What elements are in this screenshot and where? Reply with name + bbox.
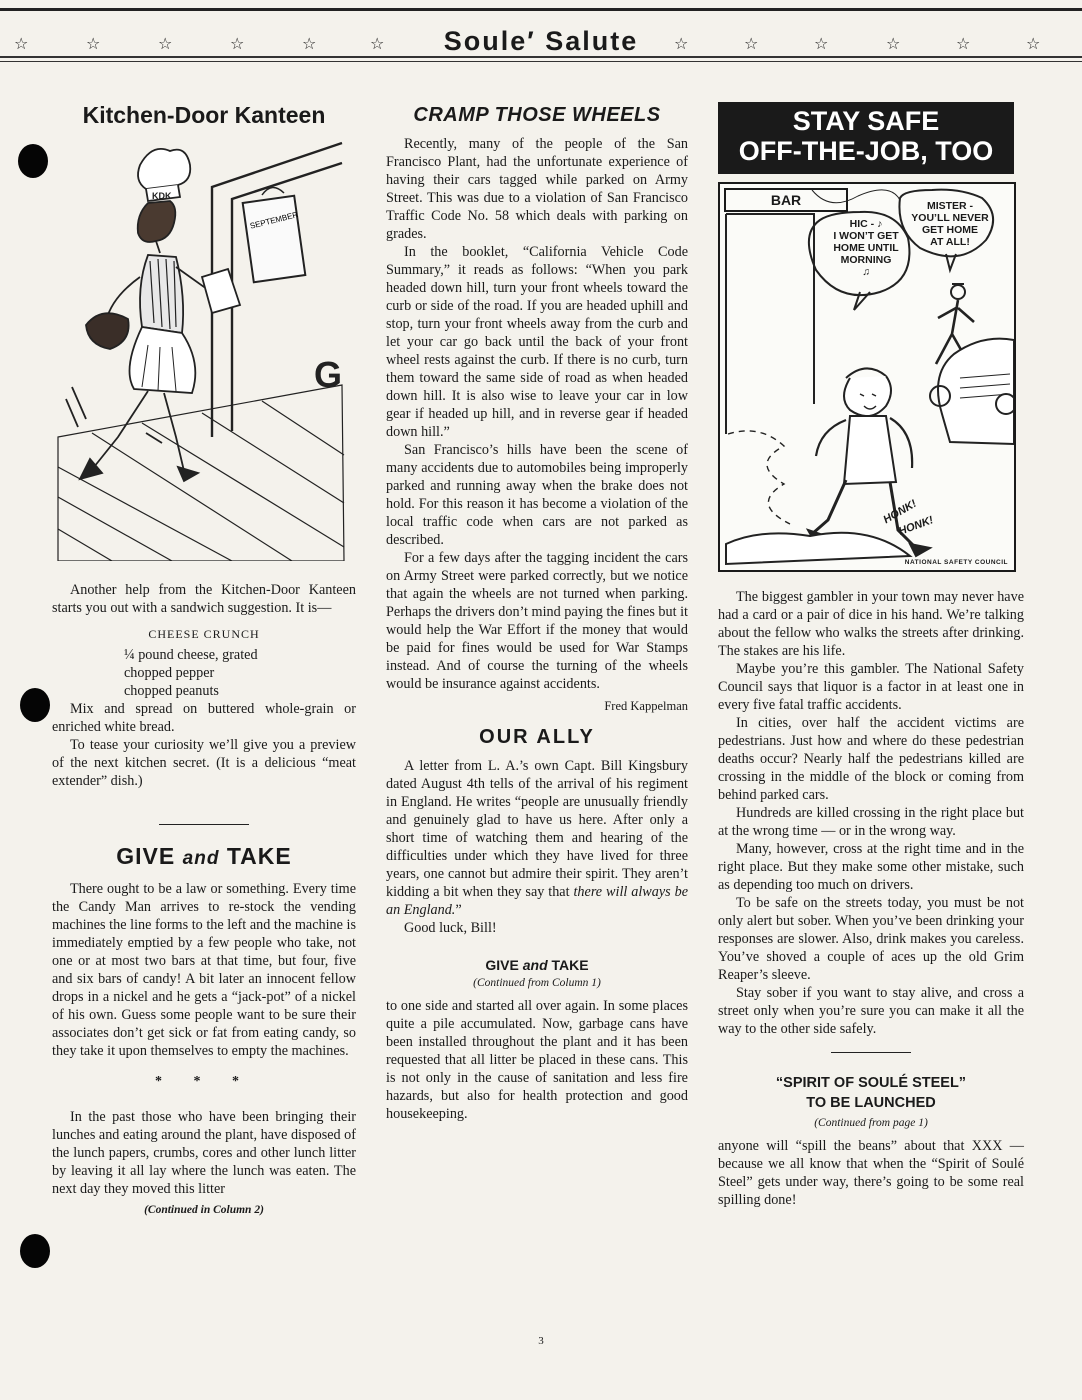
give-take-continued-headline	[386, 957, 688, 973]
calendar-icon	[243, 187, 306, 282]
star-icon: ☆	[302, 34, 317, 53]
headline-word: GIVE	[485, 957, 519, 973]
continued-note: (Continued in Column 2)	[144, 1204, 264, 1216]
bar-sign: BAR	[724, 188, 848, 212]
binder-hole	[18, 144, 48, 178]
bubble-line: I WON’T GET	[833, 230, 899, 242]
bubble-line: HIC - ♪	[849, 218, 883, 230]
ally-paragraph: Good luck, Bill!	[404, 920, 497, 936]
masthead-title: Soule′ Salute	[443, 26, 639, 56]
give-take-paragraph: There ought to be a law or something. Every time the Candy Man arrives to re-stock the vending machines the line forms to the left and the machine is immediately emptied by a few people who take, not one or at most two bars at that time, but four, five and six bars of candy! A bit later an innocent fellow drops in a nickel and he gets a “jack-pot” of a nickel of his own. Guess some people want to be sure their associates don’t get sick or fat from eating candy, so they take it upon themselves to empty the machines.	[52, 881, 356, 1059]
safety-paragraph: Maybe you’re this gambler. The National Safety Council says that liquor is a factor in at least one in every five fatal traffic accidents.	[718, 661, 1024, 713]
poster-line: STAY SAFE	[792, 106, 940, 136]
give-take-paragraph: In the past those who have been bringing their lunches and eating around the plant, have disposed of the lunch papers, crumbs, cores and other lunch litter by leaving it all lay where the lunch was eaten. The next day they moved this litter	[52, 1109, 356, 1197]
bubble-line: MISTER -	[926, 200, 974, 212]
binder-hole	[20, 1234, 50, 1268]
kitchen-paragraph: Mix and spread on buttered whole-grain or enriched white bread.	[52, 701, 356, 735]
star-icon: ☆	[814, 34, 829, 53]
section-divider	[159, 824, 249, 825]
masthead-rule-thin	[0, 61, 1082, 62]
star-icon: ☆	[230, 34, 245, 53]
kitchen-paragraph: To tease your curiosity we’ll give you a preview of the next kitchen secret. (It is a delicious “meat extender” dish.)	[52, 737, 356, 789]
safety-paragraph: The biggest gambler in your town may never have had a card or a pair of dice in his hand. We’re talking about the fellow who walks the streets after drinking. The stakes are his life.	[718, 589, 1024, 659]
give-and-take-headline	[52, 843, 356, 870]
cartoon-credit: NATIONAL SAFETY COUNCIL	[904, 559, 1008, 566]
artist-signature: G	[314, 354, 343, 395]
man-speech-bubble	[908, 200, 992, 248]
spirit-paragraph: anyone will “spill the beans” about that XXX — because we all know that when the “Spirit of Soulé Steel” gets under way, there’s going to be some real spilling done!	[718, 1138, 1024, 1208]
ally-text: A letter from L. A.’s own Capt. Bill Kingsbury dated August 4th tells of the arrival of his regiment in England. He writes “people are unusually friendly and genuinely glad to have us here. After only a short time of watching them and hearing of the difficulties under which they have lived for three years, one cannot but admire their spirit. They aren’t kidding a bit when they say that	[386, 758, 688, 900]
asterisk-separator: * * *	[155, 1074, 253, 1089]
continued-from-note: (Continued from page 1)	[814, 1117, 928, 1129]
masthead-top-line	[0, 8, 1082, 11]
binder-hole	[20, 688, 50, 722]
headline-line: TO BE LAUNCHED	[806, 1095, 936, 1111]
cramp-paragraph: San Francisco’s hills have been the scene of many accidents due to automobiles being improperly parked and running away when the brake does not hold. For this reason it has become a violation of the local traffic code when cars are not parked as described.	[386, 442, 688, 548]
bubble-line: HOME UNTIL	[833, 242, 899, 254]
headline-line: “SPIRIT OF SOULÉ STEEL”	[775, 1075, 967, 1091]
masthead	[0, 0, 1082, 64]
column-2	[386, 96, 688, 1123]
star-icon: ☆	[158, 34, 173, 53]
star-icon: ☆	[674, 34, 689, 53]
kitchen-intro: Another help from the Kitchen-Door Kanteen starts you out with a sandwich suggestion. It is—	[52, 582, 356, 616]
bubble-line: AT ALL!	[930, 236, 970, 248]
ally-paragraph	[386, 757, 688, 919]
safety-paragraph: To be safe on the streets today, you must be not only alert but sober. When you’ve been drinking your responses are slower. Also, drink makes you careless. You’ve shoved a couple of aces up the old Grim Reaper’s sleeve.	[718, 895, 1024, 983]
author-signature: Fred Kappelman	[604, 699, 688, 713]
bubble-line: YOU’LL NEVER	[911, 212, 989, 224]
masthead-rule	[0, 56, 1082, 58]
recipe-ingredient: chopped peanuts	[124, 683, 219, 699]
headline-word: and	[522, 957, 548, 973]
bubble-line: MORNING	[840, 254, 892, 266]
star-icon: ☆	[886, 34, 901, 53]
star-icon: ☆	[86, 34, 101, 53]
safety-paragraph: In cities, over half the accident victims are pedestrians. Just how and where do these pedestrian deaths occur? Nearly half the pedestrians killed are crossing in the middle of the block or coming from behind parked cars.	[718, 715, 1024, 803]
star-icon: ☆	[14, 34, 29, 53]
bubble-line: ♫	[862, 266, 870, 278]
star-icon: ☆	[956, 34, 971, 53]
section-divider	[831, 1052, 911, 1053]
bubble-line: GET HOME	[921, 224, 978, 236]
headline-word: TAKE	[551, 957, 589, 973]
calendar-label: SEPTEMBER	[249, 210, 300, 231]
spirit-headline	[718, 1073, 1024, 1113]
honk-text: HONK!	[897, 514, 936, 538]
continued-from-note: (Continued from Column 1)	[473, 977, 601, 989]
safety-paragraph: Stay sober if you want to stay alive, and cross a street only when you’re sure you can make it all the way to the other side safely.	[718, 985, 1024, 1037]
hat-label: KDK	[152, 191, 172, 201]
cramp-paragraph: In the booklet, “California Vehicle Code Summary,” it reads as follows: “When you park headed down hill, turn your front wheels toward the curb or side of the road. If you are headed uphill and stop, turn your front wheels away from the curb and let your car go back until the back of your front wheel rests against the curb. If there is no curb, turn them toward the same side of road as when headed down hill. It is also wise to leave your car in low gear if headed up hill, and in reverse gear if headed down hill.”	[386, 244, 688, 440]
recipe-ingredient: chopped pepper	[124, 665, 215, 681]
our-ally-headline: OUR ALLY	[479, 726, 595, 748]
cramp-wheels-headline: CRAMP THOSE WHEELS	[413, 104, 661, 126]
cramp-paragraph: Recently, many of the people of the San Francisco Plant, had the unfortunate experience of having their cars tagged while parked on Army Street. This was due to a violation of San Francisco Traffic Code No. 58 which deals with parking on grades.	[386, 136, 688, 242]
headline-word: and	[182, 848, 220, 869]
star-icon: ☆	[370, 34, 385, 53]
car-icon	[930, 339, 1014, 444]
column-3	[718, 102, 1024, 1209]
recipe-ingredient: ¼ pound cheese, grated	[124, 647, 258, 663]
poster-line: OFF-THE-JOB, TOO	[738, 136, 994, 166]
headline-word: TAKE	[226, 843, 292, 869]
kitchen-illustration	[52, 137, 356, 561]
kitchen-door-kanteen-headline: Kitchen-Door Kanteen	[82, 102, 326, 128]
safety-paragraph: Hundreds are killed crossing in the right place but at the wrong time — or in the wrong way.	[718, 805, 1024, 839]
bar-door-icon	[726, 214, 814, 434]
star-icon: ☆	[1026, 34, 1041, 53]
drunk-speech-bubble	[824, 218, 908, 278]
safety-paragraph: Many, however, cross at the right time and in the right place. But they make some other mistake, such as depending too much on drivers.	[718, 841, 1024, 893]
honk-text: HONK!	[881, 497, 919, 527]
ally-text: ”	[455, 902, 462, 918]
recipe-title: CHEESE CRUNCH	[148, 627, 260, 641]
safety-cartoon	[718, 182, 1016, 572]
column-1	[52, 96, 356, 1216]
cramp-paragraph: For a few days after the tagging incident the cars on Army Street were parked correctly, but we notice that again the wheels are not turned when parking. Perhaps the drivers don’t mind paying the fines but it would help the War Effort if the money that would be paid for fines would be used for War Stamps instead. And of course the turning of the wheels would be insurance against accidents.	[386, 550, 688, 692]
safety-poster-header	[718, 102, 1014, 174]
ally-italic-quote: there will always be an England.	[386, 884, 688, 918]
give-take-continued-paragraph: to one side and started all over again. In some places quite a pile accumulated. Now, garbage cans have been installed throughout the plant and it has been requested that all litter be placed in these cans. This is not only in the cause of sanitation and less fire hazards, but also for health protection and good housekeeping.	[386, 998, 688, 1122]
star-icon: ☆	[744, 34, 759, 53]
page-number: 3	[538, 1335, 544, 1347]
headline-word: GIVE	[116, 843, 176, 869]
